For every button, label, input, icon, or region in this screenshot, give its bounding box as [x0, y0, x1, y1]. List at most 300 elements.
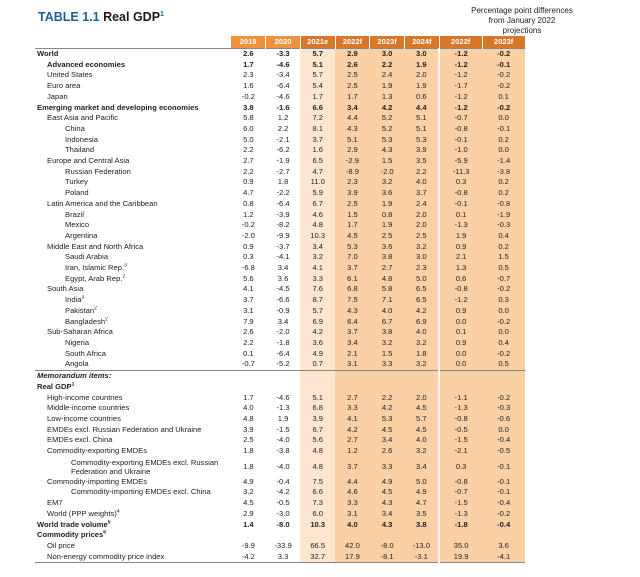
table-row [35, 263, 525, 274]
row-label-text: World trade volume [37, 519, 108, 529]
cell-value: 7.3 [300, 498, 335, 509]
cell-value: 4.5 [404, 403, 439, 414]
cell-value: 3.6 [370, 242, 405, 253]
cell-value: -0.2 [482, 317, 525, 328]
cell-value: 7.6 [300, 284, 335, 295]
cell-value: 2.1 [439, 252, 482, 263]
cell-value: 4.1 [243, 284, 254, 294]
cell-value [266, 382, 301, 393]
cell-value: -0.8 [439, 414, 482, 425]
cell-value: -3.0 [276, 508, 290, 518]
table-row [35, 274, 525, 285]
cell-value: 2.9 [335, 145, 370, 156]
row-label-text: East Asia and Pacific [47, 113, 118, 123]
cell-value: -0.4 [482, 498, 525, 509]
table-row [35, 414, 525, 425]
title-footnote: 1 [160, 10, 164, 18]
cell-value: -9.9 [241, 540, 255, 550]
row-label [35, 359, 231, 370]
cell-value: 0.8 [243, 198, 254, 208]
cell-value: 3.4 [335, 338, 370, 349]
row-label-text: Middle-income countries [47, 403, 130, 413]
cell-value: 4.2 [300, 327, 335, 338]
row-label [35, 541, 231, 552]
cell-value: 0.2 [482, 242, 525, 253]
cell-value: 4.9 [370, 477, 405, 488]
cell-value: -4.0 [276, 462, 290, 472]
cell-value: 2.5 [335, 70, 370, 81]
cell-value: 2.5 [335, 81, 370, 92]
cell-value: -3.7 [276, 241, 290, 251]
cell-value: -1.2 [439, 60, 482, 71]
cell-value: -0.1 [439, 135, 482, 146]
cell-value: 5.1 [404, 113, 439, 124]
table-row [35, 446, 525, 457]
cell-value [300, 382, 335, 393]
cell-value [335, 530, 370, 541]
cell-value: 2.5 [243, 435, 254, 445]
row-label-text: Brazil [65, 209, 84, 219]
cell-value: 0.3 [439, 457, 482, 477]
cell-value: 2.2 [277, 123, 289, 133]
row-label-text: Oil price [47, 540, 75, 550]
cell-value: 2.4 [370, 70, 405, 81]
cell-value: -0.4 [482, 520, 525, 531]
table-row [35, 530, 525, 541]
cell-value [439, 530, 482, 541]
cell-value: 4.9 [243, 476, 254, 486]
cell-value: 0.6 [439, 274, 482, 285]
row-label-text: EMDEs excl. China [47, 435, 113, 445]
table-row [35, 487, 525, 498]
cell-value: 4.9 [404, 487, 439, 498]
cell-value: 7.5 [335, 295, 370, 306]
cell-value: 4.0 [404, 327, 439, 338]
cell-value: 3.0 [404, 49, 439, 60]
cell-value: 2.5 [370, 231, 405, 242]
cell-value: -0.2 [482, 81, 525, 92]
cell-value: -1.3 [439, 509, 482, 520]
column-header: 2024f [404, 36, 439, 49]
footnote-marker: 5 [107, 519, 111, 525]
row-label-text: Poland [65, 188, 89, 198]
row-label [35, 349, 231, 360]
cell-value: 1.8 [277, 177, 289, 187]
cell-value: -0.5 [276, 498, 290, 508]
row-label-text: Pakistan [65, 305, 95, 315]
cell-value: 6.0 [243, 123, 254, 133]
row-label-text: Japan [47, 91, 68, 101]
cell-value: 17.9 [335, 552, 370, 563]
table-row [35, 498, 525, 509]
cell-value: -1.3 [439, 220, 482, 231]
cell-value: 0.0 [439, 349, 482, 360]
cell-value: 2.7 [243, 156, 254, 166]
cell-value: 1.5 [335, 210, 370, 221]
cell-value: -0.2 [482, 349, 525, 360]
cell-value: 3.2 [404, 446, 439, 457]
cell-value: 3.4 [370, 435, 405, 446]
cell-value: -5.9 [439, 156, 482, 167]
cell-value: 6.5 [404, 284, 439, 295]
cell-value: -6.6 [276, 295, 290, 305]
cell-value: 4.6 [300, 210, 335, 221]
cell-value: -0.5 [482, 446, 525, 457]
cell-value: 6.9 [300, 317, 335, 328]
row-label-text: Iran, Islamic Rep. [65, 263, 125, 273]
cell-value: -0.2 [241, 91, 255, 101]
cell-value: 0.9 [439, 306, 482, 317]
cell-value: 4.1 [300, 263, 335, 274]
row-label [35, 252, 231, 263]
cell-value: 0.9 [439, 338, 482, 349]
cell-value: 0.3 [243, 252, 254, 262]
cell-value: 0.5 [482, 263, 525, 274]
footnote-marker: 3 [124, 263, 127, 269]
row-label [35, 487, 231, 498]
cell-value: 4.4 [335, 477, 370, 488]
cell-value: 5.3 [404, 135, 439, 146]
row-label-text: Emerging market and developing economies [37, 102, 199, 112]
cell-value: 2.3 [404, 263, 439, 274]
cell-value: -3.8 [482, 167, 525, 178]
cell-value: -0.4 [482, 435, 525, 446]
cell-value: -1.9 [482, 210, 525, 221]
cell-value: -0.8 [439, 188, 482, 199]
cell-value: 3.3 [266, 552, 301, 563]
table-row [35, 60, 525, 71]
row-label-text: Commodity prices [37, 530, 104, 540]
cell-value: 3.4 [404, 457, 439, 477]
cell-value: 1.7 [335, 220, 370, 231]
cell-value: 2.6 [231, 49, 266, 60]
row-label-text: Angola [65, 359, 89, 369]
row-label-text: Commodity-importing EMDEs [47, 476, 148, 486]
row-label [35, 92, 231, 103]
table-row [35, 327, 525, 338]
cell-value: 2.6 [370, 446, 405, 457]
cell-value: -8.0 [276, 519, 290, 529]
cell-value [370, 371, 405, 382]
cell-value: -0.1 [482, 487, 525, 498]
cell-value [404, 382, 439, 393]
cell-value: -0.1 [482, 124, 525, 135]
row-label [35, 327, 231, 338]
row-label-text: Indonesia [65, 134, 98, 144]
table-row [35, 435, 525, 446]
cell-value: 7.1 [370, 295, 405, 306]
cell-value: -4.2 [231, 552, 266, 563]
cell-value: 2.2 [243, 166, 254, 176]
table-row [35, 135, 525, 146]
cell-value: -1.2 [439, 49, 482, 60]
cell-value: -1.4 [482, 156, 525, 167]
cell-value: -3.3 [266, 49, 301, 60]
cell-value: 2.6 [243, 327, 254, 337]
cell-value: -2.2 [276, 188, 290, 198]
cell-value: 1.9 [404, 81, 439, 92]
cell-value [266, 371, 301, 382]
row-label-text: Low-income countries [47, 413, 121, 423]
cell-value: 8.1 [300, 124, 335, 135]
cell-value: 3.2 [300, 252, 335, 263]
table-row [35, 124, 525, 135]
cell-value: 3.6 [300, 338, 335, 349]
cell-value: 1.9 [277, 413, 289, 423]
cell-value: 5.6 [300, 435, 335, 446]
cell-value: 10.3 [300, 520, 335, 531]
table-row [35, 188, 525, 199]
cell-value: 7.5 [300, 477, 335, 488]
row-label-text: Latin America and the Caribbean [47, 198, 158, 208]
cell-value: 3.5 [404, 509, 439, 520]
column-header: 2021e [300, 36, 335, 49]
cell-value: -2.9 [335, 156, 370, 167]
table-row [35, 509, 525, 520]
cell-value: -3.8 [276, 446, 290, 456]
cell-value [370, 382, 405, 393]
row-label [35, 371, 231, 382]
row-label [35, 509, 231, 520]
cell-value: 4.2 [370, 103, 405, 114]
cell-value: 4.1 [335, 414, 370, 425]
cell-value: 3.9 [335, 188, 370, 199]
row-label [35, 414, 231, 425]
row-label-text: Europe and Central Asia [47, 156, 130, 166]
cell-value: 1.2 [277, 113, 289, 123]
cell-value: 4.3 [370, 145, 405, 156]
cell-value: 3.6 [482, 541, 525, 552]
cell-value: 2.7 [370, 263, 405, 274]
cell-value: 6.0 [300, 509, 335, 520]
row-label [35, 70, 231, 81]
row-label-text: Euro area [47, 81, 81, 91]
cell-value: 3.4 [277, 316, 289, 326]
cell-value: 10.3 [300, 231, 335, 242]
cell-value: -1.9 [276, 156, 290, 166]
cell-value: 0.8 [370, 210, 405, 221]
cell-value: 4.2 [370, 403, 405, 414]
cell-value: -2.1 [439, 446, 482, 457]
cell-value: 2.7 [335, 393, 370, 404]
cell-value: 19.9 [439, 552, 482, 563]
cell-value: 2.0 [404, 70, 439, 81]
cell-value: -0.9 [276, 305, 290, 315]
table-row [35, 177, 525, 188]
cell-value: 1.7 [243, 392, 254, 402]
cell-value: 0.0 [482, 425, 525, 436]
cell-value: 6.7 [370, 317, 405, 328]
cell-value: -0.1 [439, 199, 482, 210]
cell-value [335, 371, 370, 382]
cell-value: -2.1 [276, 134, 290, 144]
cell-value: 3.4 [300, 242, 335, 253]
cell-value: 6.6 [300, 487, 335, 498]
row-label-text: Mexico [65, 220, 90, 230]
cell-value: 4.0 [370, 306, 405, 317]
cell-value: 3.3 [335, 498, 370, 509]
row-label [35, 145, 231, 156]
table-row [35, 103, 525, 114]
cell-value: -1.8 [276, 337, 290, 347]
row-label-text: China [65, 123, 85, 133]
cell-value: -13.0 [404, 541, 439, 552]
cell-value: 1.9 [404, 60, 439, 71]
cell-value: 4.3 [335, 124, 370, 135]
cell-value [404, 530, 439, 541]
cell-value: -0.2 [482, 284, 525, 295]
cell-value: -6.4 [276, 348, 290, 358]
column-header: 2022f [335, 36, 370, 49]
cell-value: 2.9 [335, 49, 370, 60]
cell-value: -1.2 [439, 92, 482, 103]
cell-value: 5.0 [243, 134, 254, 144]
cell-value: -2.0 [276, 327, 290, 337]
cell-value: -3.9 [276, 209, 290, 219]
cell-value: 6.9 [404, 317, 439, 328]
cell-value: 1.7 [243, 59, 254, 69]
column-header: 2019 [231, 36, 266, 49]
cell-value: 11.0 [300, 177, 335, 188]
cell-value: 5.0 [404, 274, 439, 285]
table-row [35, 403, 525, 414]
row-label-text: Bangladesh [65, 316, 106, 326]
row-label-text: Commodity-exporting EMDEs [47, 446, 148, 456]
cell-value: 3.7 [404, 188, 439, 199]
cell-value: -1.6 [276, 102, 290, 112]
cell-value: 0.2 [482, 177, 525, 188]
cell-value: 3.9 [404, 145, 439, 156]
cell-value: 35.0 [439, 541, 482, 552]
table-row [35, 113, 525, 124]
cell-value: -2.0 [370, 167, 405, 178]
table-row [35, 382, 525, 393]
cell-value [482, 371, 525, 382]
cell-value [231, 530, 266, 541]
row-label [35, 242, 231, 253]
cell-value: 2.2 [404, 167, 439, 178]
cell-value: 3.8 [370, 327, 405, 338]
cell-value: 1.2 [243, 209, 254, 219]
cell-value: -4.1 [276, 252, 290, 262]
table-number: TABLE 1.1 [38, 10, 100, 24]
cell-value: -0.1 [482, 60, 525, 71]
cell-value: 0.3 [439, 177, 482, 188]
cell-value: 1.9 [370, 81, 405, 92]
cell-value: 5.8 [243, 113, 254, 123]
column-header: 2020 [266, 36, 301, 49]
table-row [35, 477, 525, 488]
cell-value: -8.0 [370, 541, 405, 552]
cell-value: -4.5 [276, 284, 290, 294]
table-row [35, 317, 525, 328]
cell-value: -1.2 [439, 70, 482, 81]
footnote-marker: 3 [81, 295, 85, 301]
cell-value [404, 371, 439, 382]
cell-value: 2.0 [404, 220, 439, 231]
header-row [35, 36, 525, 49]
table-row [35, 425, 525, 436]
cell-value: 66.5 [300, 541, 335, 552]
cell-value: 4.5 [243, 498, 254, 508]
cell-value [482, 382, 525, 393]
cell-value: -5.2 [276, 359, 290, 369]
cell-value: 1.6 [243, 81, 254, 91]
cell-value: -0.2 [482, 70, 525, 81]
cell-value: 2.1 [335, 349, 370, 360]
cell-value: 4.4 [404, 103, 439, 114]
row-label-text: India [65, 295, 82, 305]
cell-value: 0.0 [482, 145, 525, 156]
cell-value: -3.4 [276, 70, 290, 80]
cell-value: 4.8 [243, 413, 254, 423]
table-row [35, 49, 525, 60]
cell-value: 2.2 [370, 393, 405, 404]
cell-value: 3.3 [370, 359, 405, 370]
table-row [35, 338, 525, 349]
cell-value: 4.4 [335, 113, 370, 124]
table-row [35, 284, 525, 295]
cell-value: -0.8 [439, 124, 482, 135]
cell-value: 3.2 [404, 359, 439, 370]
cell-value: 5.3 [335, 242, 370, 253]
column-header: 2023f [482, 36, 525, 49]
cell-value: 5.1 [300, 60, 335, 71]
table-title [38, 10, 164, 24]
cell-value: -0.2 [482, 393, 525, 404]
cell-value: 1.7 [335, 92, 370, 103]
cell-value: 3.2 [370, 177, 405, 188]
cell-value: 6.6 [300, 103, 335, 114]
cell-value [370, 530, 405, 541]
cell-value: -4.6 [276, 59, 290, 69]
cell-value: 3.7 [300, 135, 335, 146]
row-label-text: South Asia [47, 284, 84, 294]
cell-value: 4.2 [335, 425, 370, 436]
cell-value: -6.4 [276, 81, 290, 91]
cell-value: -0.1 [482, 477, 525, 488]
row-label-text: Thailand [65, 145, 95, 155]
cell-value: -0.5 [439, 425, 482, 436]
row-label-text: Argentina [65, 230, 98, 240]
cell-value: -33.9 [274, 540, 292, 550]
cell-value: -6.4 [276, 198, 290, 208]
cell-value: 1.6 [300, 145, 335, 156]
table-row [35, 220, 525, 231]
row-label [35, 498, 231, 509]
row-label [35, 210, 231, 221]
row-label [35, 552, 231, 563]
cell-value: -0.1 [482, 457, 525, 477]
cell-value: -0.7 [439, 113, 482, 124]
cell-value: 4.0 [404, 435, 439, 446]
row-label [35, 220, 231, 231]
cell-value: 5.4 [300, 81, 335, 92]
cell-value: -1.5 [439, 435, 482, 446]
row-label-text: Advanced economies [47, 59, 126, 69]
cell-value: 6.1 [335, 274, 370, 285]
cell-value: 2.2 [370, 60, 405, 71]
cell-value: 1.9 [439, 231, 482, 242]
cell-value: 1.8 [243, 446, 254, 456]
cell-value: 1.4 [243, 519, 254, 529]
table-row [35, 359, 525, 370]
footnote-marker: 2 [105, 316, 108, 323]
cell-value: -2.7 [276, 166, 290, 176]
cell-value: -0.8 [439, 477, 482, 488]
cell-value: -6.8 [241, 263, 255, 273]
row-label [35, 520, 231, 531]
